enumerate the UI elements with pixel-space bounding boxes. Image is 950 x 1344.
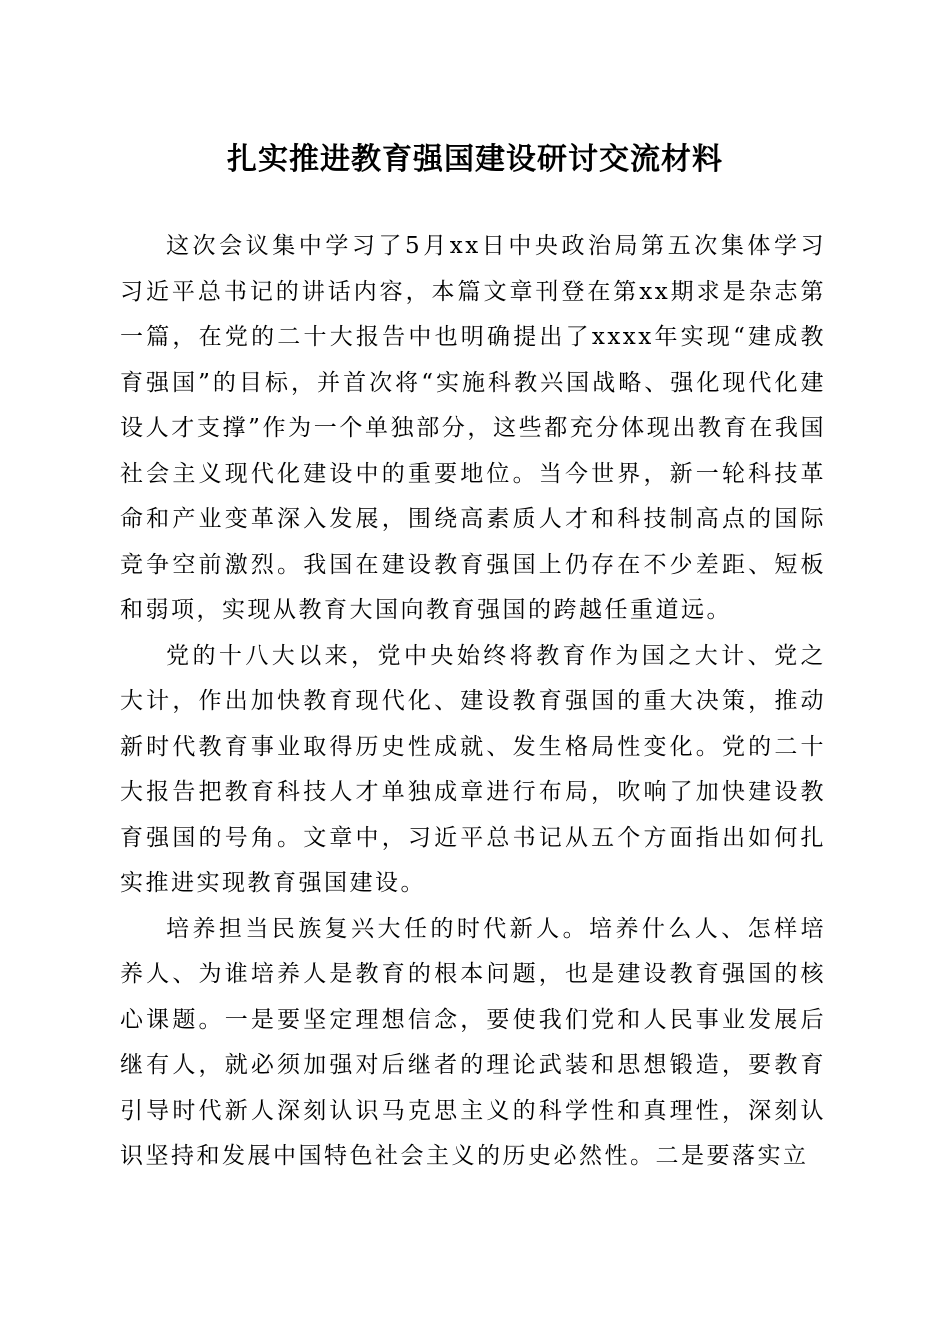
document-title: 扎实推进教育强国建设研讨交流材料 <box>227 142 723 177</box>
paragraph-3: 培养担当民族复兴大任的时代新人。培养什么人、怎样培养人、为谁培养人是教育的根本问题，也是建设教育强国的核心课题。一是要坚定理想信念，要使我们党和人民事业发展后继有人，就必须加强对后继者的理论武装和思想锻造，要教育引导时代新人深刻认识马克思主义的科学性和真理性，深刻认识坚持和发展中国特色社会主义的历史必然性。二是要落实立 <box>120 915 826 1169</box>
paragraph-2: 党的十八大以来，党中央始终将教育作为国之大计、党之大计，作出加快教育现代化、建设教育强国的重大决策，推动新时代教育事业取得历史性成就、发生格局性变化。党的二十大报告把教育科技人才单独成章进行布局，吹响了加快建设教育强国的号角。文章中，习近平总书记从五个方面指出如何扎实推进实现教育强国建设。 <box>120 642 826 896</box>
paragraph-1: 这次会议集中学习了5月xx日中央政治局第五次集体学习习近平总书记的讲话内容，本篇文章刊登在第xx期求是杂志第一篇，在党的二十大报告中也明确提出了xxxx年实现“建成教育强国”的目标，并首次将“实施科教兴国战略、强化现代化建设人才支撑”作为一个单独部分，这些都充分体现出教育在我国社会主义现代化建设中的重要地位。当今世界，新一轮科技革命和产业变革深入发展，围绕高素质人才和科技制高点的国际竞争空前激烈。我国在建设教育强国上仍存在不少差距、短板和弱项，实现从教育大国向教育强国的跨越任重道远。 <box>120 233 826 623</box>
document-body <box>120 224 826 1180</box>
